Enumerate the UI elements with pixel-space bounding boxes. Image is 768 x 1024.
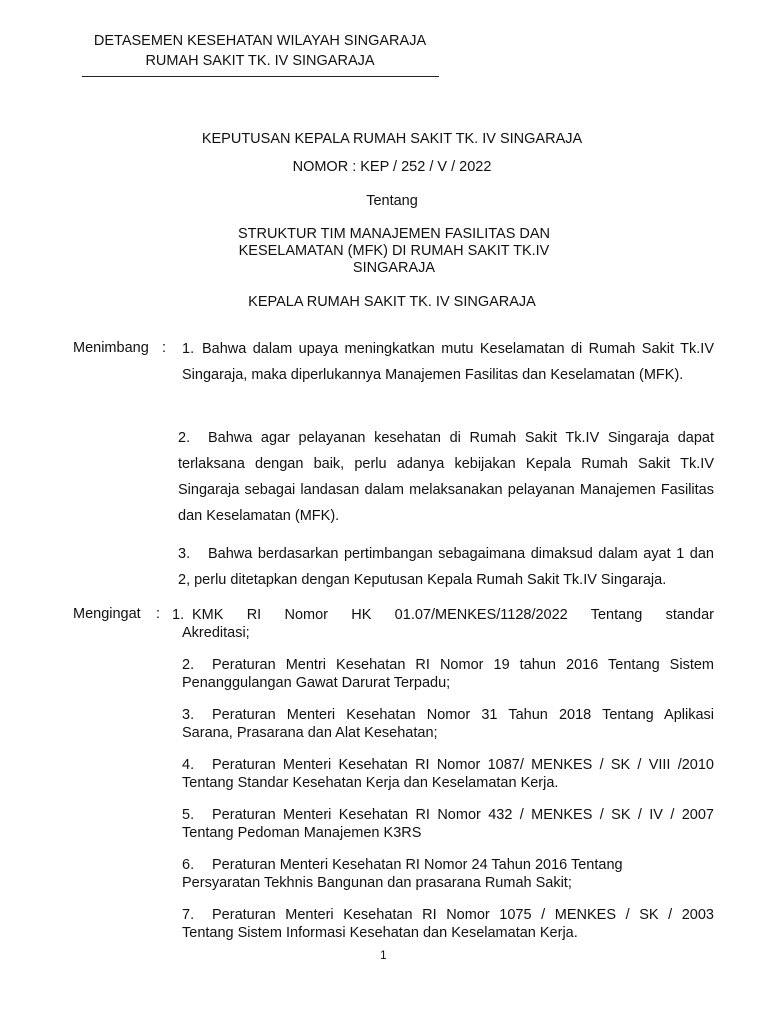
item-number: 3.: [178, 546, 191, 562]
mengingat-item: [182, 756, 714, 792]
item-text: Bahwa agar pelayanan kesehatan di Rumah Sakit Tk.IV Singaraja dapat terlaksana dengan baik, perlu adanya kebijakan Kepala Rumah Sakit Tk.IV Singaraja sebagai landasan dalam melaksanakan pelayanan Manajemen Fasilitas dan Keselamatan (MFK).: [178, 430, 714, 524]
mengingat-item: [182, 856, 714, 892]
decree-head: KEPALA RUMAH SAKIT TK. IV SINGARAJA: [248, 294, 536, 310]
org-header: [82, 31, 438, 71]
item-text: Peraturan Mentri Kesehatan RI Nomor 19 tahun 2016 Tentang Sistem: [212, 657, 714, 673]
item-text: KMK RI Nomor HK 01.07/MENKES/1128/2022 Tentang standar: [192, 607, 714, 623]
decree-subject: [212, 226, 576, 277]
item-text: Bahwa berdasarkan pertimbangan sebagaimana dimaksud dalam ayat 1 dan 2, perlu ditetapkan dengan Keputusan Kepala Rumah Sakit Tk.IV Singaraja.: [178, 546, 714, 588]
item-line-1: [182, 706, 714, 724]
item-line-1: [182, 856, 714, 874]
header-divider: [82, 76, 439, 77]
subject-line-3: SINGARAJA: [352, 260, 436, 276]
item-text: Peraturan Menteri Kesehatan Nomor 31 Tahun 2018 Tentang Aplikasi: [212, 707, 714, 723]
mengingat-colon: :: [156, 606, 161, 622]
mengingat-item: [172, 606, 714, 642]
page-number: 1: [380, 948, 387, 962]
item-line-2: Akreditasi;: [182, 625, 250, 641]
menimbang-item: [178, 425, 714, 529]
item-line-2: Penanggulangan Gawat Darurat Terpadu;: [182, 675, 451, 691]
menimbang-colon: :: [162, 340, 167, 356]
item-line-2: Tentang Pedoman Manajemen K3RS: [182, 825, 422, 841]
mengingat-item: [182, 806, 714, 842]
item-line-1: [182, 756, 714, 774]
item-line-2: Tentang Standar Kesehatan Kerja dan Keselamatan Kerja.: [182, 775, 559, 791]
subject-line-2: KESELAMATAN (MFK) DI RUMAH SAKIT TK.IV: [238, 243, 550, 259]
item-number: 1.: [172, 607, 185, 623]
menimbang-item: [182, 336, 714, 388]
mengingat-label: Mengingat: [73, 606, 141, 622]
item-number: 1.: [182, 341, 195, 357]
mengingat-item: [182, 706, 714, 742]
decree-number: NOMOR : KEP / 252 / V / 2022: [292, 159, 492, 175]
mengingat-item: [182, 906, 714, 942]
item-line-2: Sarana, Prasarana dan Alat Kesehatan;: [182, 725, 438, 741]
menimbang-label: Menimbang: [73, 340, 149, 356]
item-line-1: [172, 606, 714, 624]
item-text: Peraturan Menteri Kesehatan RI Nomor 1075 / MENKES / SK / 2003: [212, 907, 714, 923]
org-line-1: DETASEMEN KESEHATAN WILAYAH SINGARAJA: [93, 33, 427, 49]
item-text: Bahwa dalam upaya meningkatkan mutu Keselamatan di Rumah Sakit Tk.IV Singaraja, maka diperlukannya Manajemen Fasilitas dan Keselamatan (MFK).: [182, 341, 714, 383]
item-number: 6.: [182, 857, 195, 873]
decree-about: Tentang: [366, 193, 418, 209]
item-line-2: Persyaratan Tekhnis Bangunan dan prasarana Rumah Sakit;: [182, 875, 572, 891]
item-line-1: [182, 906, 714, 924]
menimbang-item: [178, 541, 714, 593]
item-number: 7.: [182, 907, 195, 923]
item-text: Peraturan Menteri Kesehatan RI Nomor 1087/ MENKES / SK / VIII /2010: [212, 757, 714, 773]
item-number: 2.: [182, 657, 195, 673]
item-line-1: [182, 806, 714, 824]
item-number: 5.: [182, 807, 195, 823]
item-number: 4.: [182, 757, 195, 773]
decree-title: KEPUTUSAN KEPALA RUMAH SAKIT TK. IV SINGARAJA: [201, 131, 583, 147]
item-line-1: [182, 656, 714, 674]
item-number: 2.: [178, 430, 191, 446]
subject-line-1: STRUKTUR TIM MANAJEMEN FASILITAS DAN: [237, 226, 551, 242]
org-line-2: RUMAH SAKIT TK. IV SINGARAJA: [145, 53, 375, 69]
item-line-2: Tentang Sistem Informasi Kesehatan dan Keselamatan Kerja.: [182, 925, 578, 941]
item-text: Peraturan Menteri Kesehatan RI Nomor 432 / MENKES / SK / IV / 2007: [212, 807, 714, 823]
item-number: 3.: [182, 707, 195, 723]
mengingat-item: [182, 656, 714, 692]
item-text: Peraturan Menteri Kesehatan RI Nomor 24 Tahun 2016 Tentang: [212, 857, 623, 873]
